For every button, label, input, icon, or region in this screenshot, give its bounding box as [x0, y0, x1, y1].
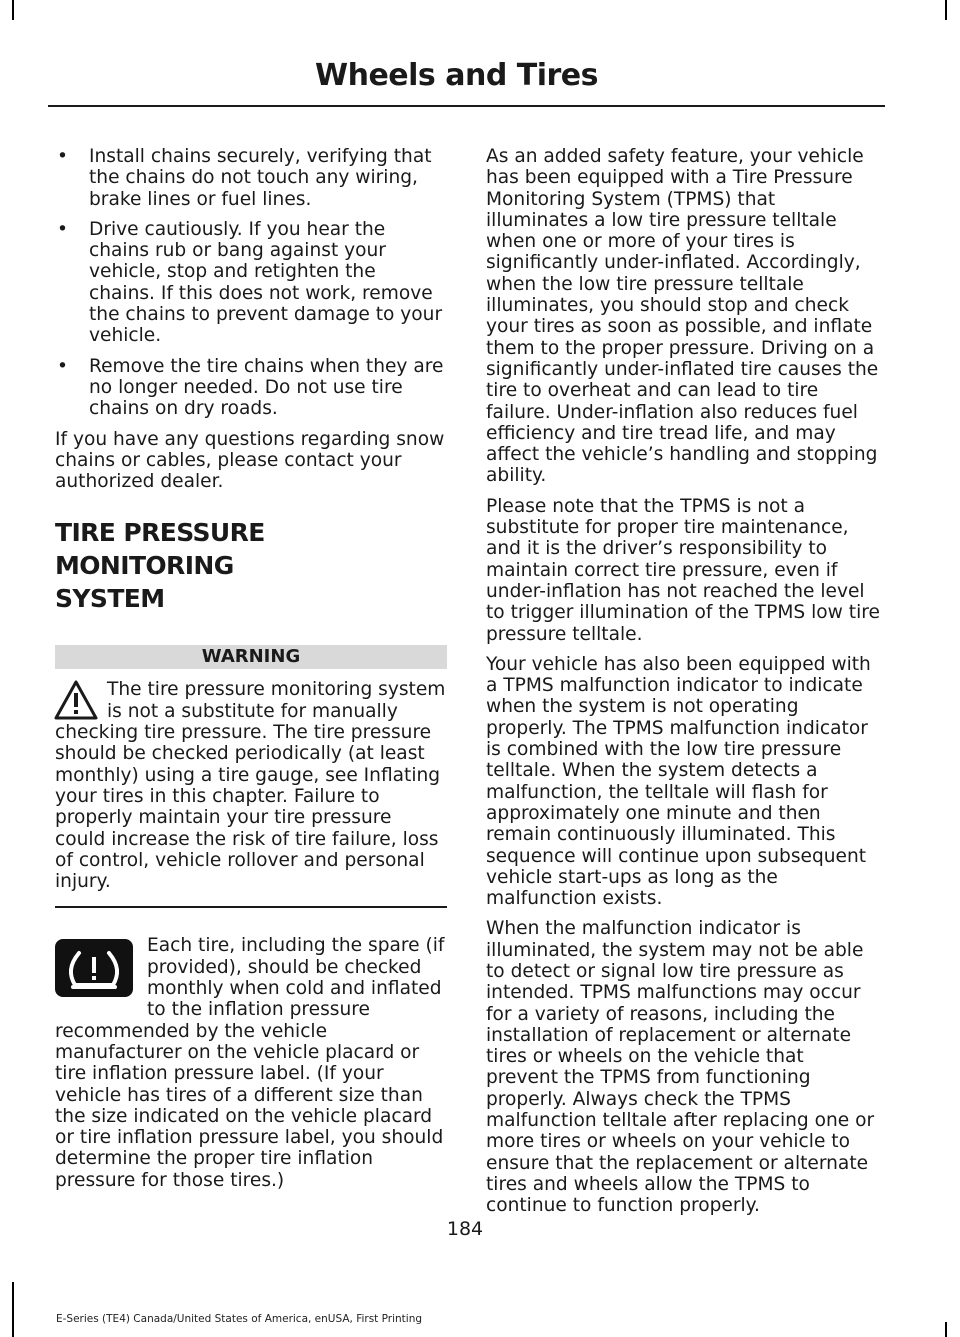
page-title: Wheels and Tires — [315, 58, 598, 93]
tpms-note-paragraph: Please note that the TPMS is not a substitute for proper tire maintenance, and it is the driver’s responsibility to maintain correct tire pressure, even if under-inflation has not reached the level to trigger illumination of the TPMS low tire pressure telltale. — [486, 495, 880, 645]
bullet-marker: • — [57, 146, 68, 167]
header-rule — [48, 105, 885, 107]
list-item-text: Remove the tire chains when they are no longer needed. Do not use tire chains on dry roads. — [89, 355, 444, 420]
crop-mark — [945, 1322, 947, 1337]
tpms-paragraph: Each tire, including the spare (if provided), should be checked monthly when cold and inflated to the inflation pressure recommended by the vehicle manufacturer on the vehicle placard or tire inflation pressure label. (If your vehicle has tires of a different size than the size indicated on the vehicle placard or tire inflation pressure label, you should determine the proper tire inflation pressure for those tires.) — [55, 935, 445, 1191]
malfunction-indicator-paragraph: Your vehicle has also been equipped with a TPMS malfunction indicator to indicate when the system is not operating properly. The TPMS malfunction indicator is combined with the low tire pressure telltale. When the system detects a malfunction, the telltale will flash for approximately one minute and then remain continuously illuminated. This sequence will continue upon subsequent vehicle start-ups as long as the malfunction exists. — [486, 653, 871, 910]
warning-rule — [55, 906, 447, 908]
dealer-paragraph: If you have any questions regarding snow chains or cables, please contact your authorized dealer. — [55, 428, 445, 493]
crop-mark — [12, 0, 14, 20]
footer-text: E-Series (TE4) Canada/United States of America, enUSA, First Printing — [56, 1313, 423, 1325]
tpms-intro-paragraph: As an added safety feature, your vehicle has been equipped with a Tire Pressure Monitoring System (TPMS) that illuminates a low tire pressure telltale when one or more of your tires is significantly under-inflated. Accordingly, when the low tire pressure telltale illuminates, you should stop and check your tires as soon as possible, and inflate them to the proper pressure. Driving on a significantly under-inflated tire causes the tire to overheat and can lead to tire failure. Under-inflation also reduces fuel efficiency and tire tread life, and may affect the vehicle’s handling and stopping ability. — [486, 146, 879, 487]
list-item — [55, 146, 447, 210]
page-number: 184 — [446, 1218, 484, 1240]
warning-label: WARNING — [55, 645, 447, 669]
crop-mark — [12, 1282, 14, 1337]
left-column — [55, 146, 447, 1200]
malfunction-causes-paragraph: When the malfunction indicator is illuminated, the system may not be able to detect or signal low tire pressure as intended. TPMS malfunctions may occur for a variety of reasons, including the installation of replacement or alternate tires or wheels on the vehicle that prevent the TPMS from functioning properly. Always check the TPMS malfunction telltale after replacing one or more tires or wheels on your vehicle to ensure that the replacement or alternate tires and wheels allow the TPMS to continue to function properly. — [486, 918, 875, 1217]
list-item-text: Install chains securely, verifying that the chains do not touch any wiring, brake lines or fuel lines. — [89, 146, 432, 210]
chain-instructions-list — [55, 146, 447, 420]
list-item — [55, 356, 447, 420]
list-item-text: Drive cautiously. If you hear the chains rub or bang against your vehicle, stop and retighten the chains. If this does not work, remove the chains to prevent damage to your vehicle. — [89, 218, 443, 347]
crop-mark — [945, 0, 947, 20]
tire-pressure-telltale-icon — [55, 939, 133, 997]
right-column — [486, 146, 881, 1226]
section-title-line: SYSTEM — [55, 584, 165, 614]
section-title — [55, 516, 447, 615]
warning-triangle-icon — [53, 679, 99, 721]
bullet-marker: • — [57, 218, 68, 240]
section-title-line: TIRE PRESSURE MONITORING — [55, 518, 265, 581]
list-item — [55, 219, 447, 347]
tpms-block — [55, 935, 447, 1191]
bullet-marker: • — [57, 355, 68, 377]
warning-text: The tire pressure monitoring system is not a substitute for manually checking tire pressure. The tire pressure should be checked periodically (at least monthly) using a tire gauge, see Inflating your tires in this chapter. Failure to properly maintain your tire pressure could increase the risk of tire failure, loss of control, vehicle rollover and personal injury. — [55, 679, 446, 893]
warning-box — [55, 679, 447, 908]
